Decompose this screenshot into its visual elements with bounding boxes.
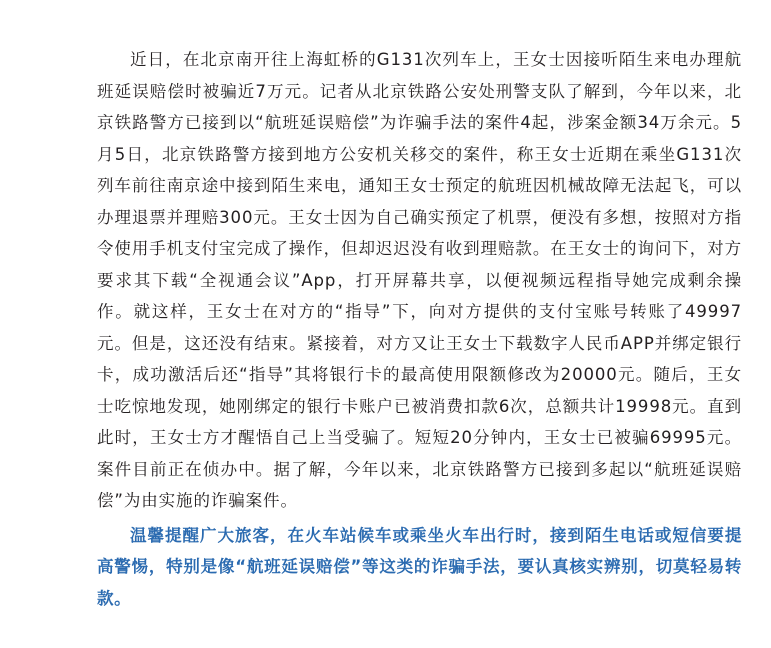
safety-tip-paragraph: 温馨提醒广大旅客，在火车站候车或乘坐火车出行时，接到陌生电话或短信要提高警惕，特别是像“航班延误赔偿”等这类的诈骗手法，要认真核实辨别，切莫轻易转款。: [97, 525, 742, 608]
article-body-paragraph: 近日，在北京南开往上海虹桥的G131次列车上，王女士因接听陌生来电办理航班延误赔偿时被骗近7万元。记者从北京铁路公安处刑警支队了解到，今年以来，北京铁路警方已接到以“航班延误赔偿”为诈骗手法的案件4起，涉案金额34万余元。5月5日，北京铁路警方接到地方公安机关移交的案件，称王女士近期在乘坐G131次列车前往南京途中接到陌生来电，通知王女士预定的航班因机械故障无法起飞，可以办理退票并理赔300元。王女士因为自己确实预定了机票，便没有多想，按照对方指令使用手机支付宝完成了操作，但却迟迟没有收到理赔款。在王女士的询问下，对方要求其下载“全视通会议”App，打开屏幕共享，以便视频远程指导她完成剩余操作。就这样，王女士在对方的“指导”下，向对方提供的支付宝账号转账了49997元。但是，这还没有结束。紧接着，对方又让王女士下载数字人民币APP并绑定银行卡，成功激活后还“指导”其将银行卡的最高使用限额修改为20000元。随后，王女士吃惊地发现，她刚绑定的银行卡账户已被消费扣款6次，总额共计19998元。直到此时，王女士方才醒悟自己上当受骗了。短短20分钟内，王女士已被骗69995元。案件目前正在侦办中。据了解，今年以来，北京铁路警方已接到多起以“航班延误赔偿”为由实施的诈骗案件。: [97, 50, 742, 510]
article: [97, 44, 742, 614]
